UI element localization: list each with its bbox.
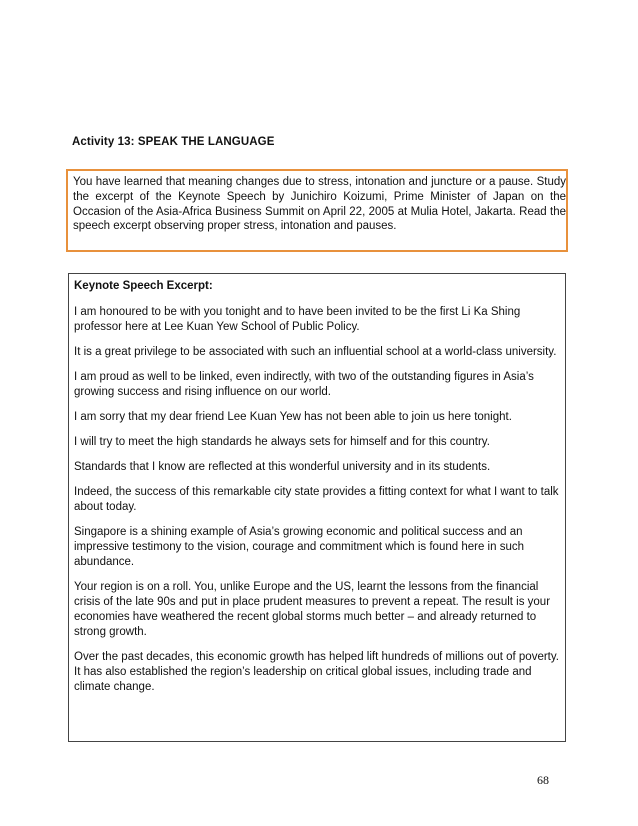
excerpt-paragraph: I am proud as well to be linked, even indirectly, with two of the outstanding figures in Asia’s growing success and rising influence on our world. xyxy=(74,371,534,398)
excerpt-paragraph: Over the past decades, this economic growth has helped lift hundreds of millions out of poverty. It has also established the region’s leadership on critical global issues, including trade and climate change. xyxy=(74,651,559,693)
excerpt-paragraph: Indeed, the success of this remarkable city state provides a fitting context for what I want to talk about today. xyxy=(74,486,559,513)
instructions-text: You have learned that meaning changes due to stress, intonation and juncture or a pause. Study the excerpt of the Keynote Speech by Junichiro Koizumi, Prime Minister of Japan on the Occasion of the Asia-Africa Business Summit on April 22, 2005 at Mulia Hotel, Jakarta. Read the speech excerpt observing proper stress, intonation and pauses. xyxy=(73,176,566,233)
excerpt-paragraph: I am honoured to be with you tonight and to have been invited to be the first Li Ka Shing professor here at Lee Kuan Yew School of Public Policy. xyxy=(74,306,521,333)
instructions-box xyxy=(66,169,568,252)
excerpt-paragraph: Singapore is a shining example of Asia’s growing economic and political success and an impressive testimony to the vision, courage and commitment which is found here in such abundance. xyxy=(74,526,524,568)
speech-excerpt-box xyxy=(68,273,566,742)
excerpt-heading: Keynote Speech Excerpt: xyxy=(74,280,213,292)
excerpt-paragraph: Standards that I know are reflected at this wonderful university and in its students. xyxy=(74,461,491,473)
excerpt-paragraph: I will try to meet the high standards he always sets for himself and for this country. xyxy=(74,436,490,448)
excerpt-paragraph: Your region is on a roll. You, unlike Europe and the US, learnt the lessons from the financial crisis of the late 90s and put in place prudent measures to prevent a repeat. The result is your economies have weathered the recent global storms much better – and already returned to strong growth. xyxy=(74,581,551,638)
excerpt-paragraph: It is a great privilege to be associated with such an influential school at a world-class university. xyxy=(74,346,557,358)
activity-title: Activity 13: SPEAK THE LANGUAGE xyxy=(72,136,275,148)
page-number: 68 xyxy=(537,773,549,787)
excerpt-paragraph: I am sorry that my dear friend Lee Kuan Yew has not been able to join us here tonight. xyxy=(74,411,512,423)
